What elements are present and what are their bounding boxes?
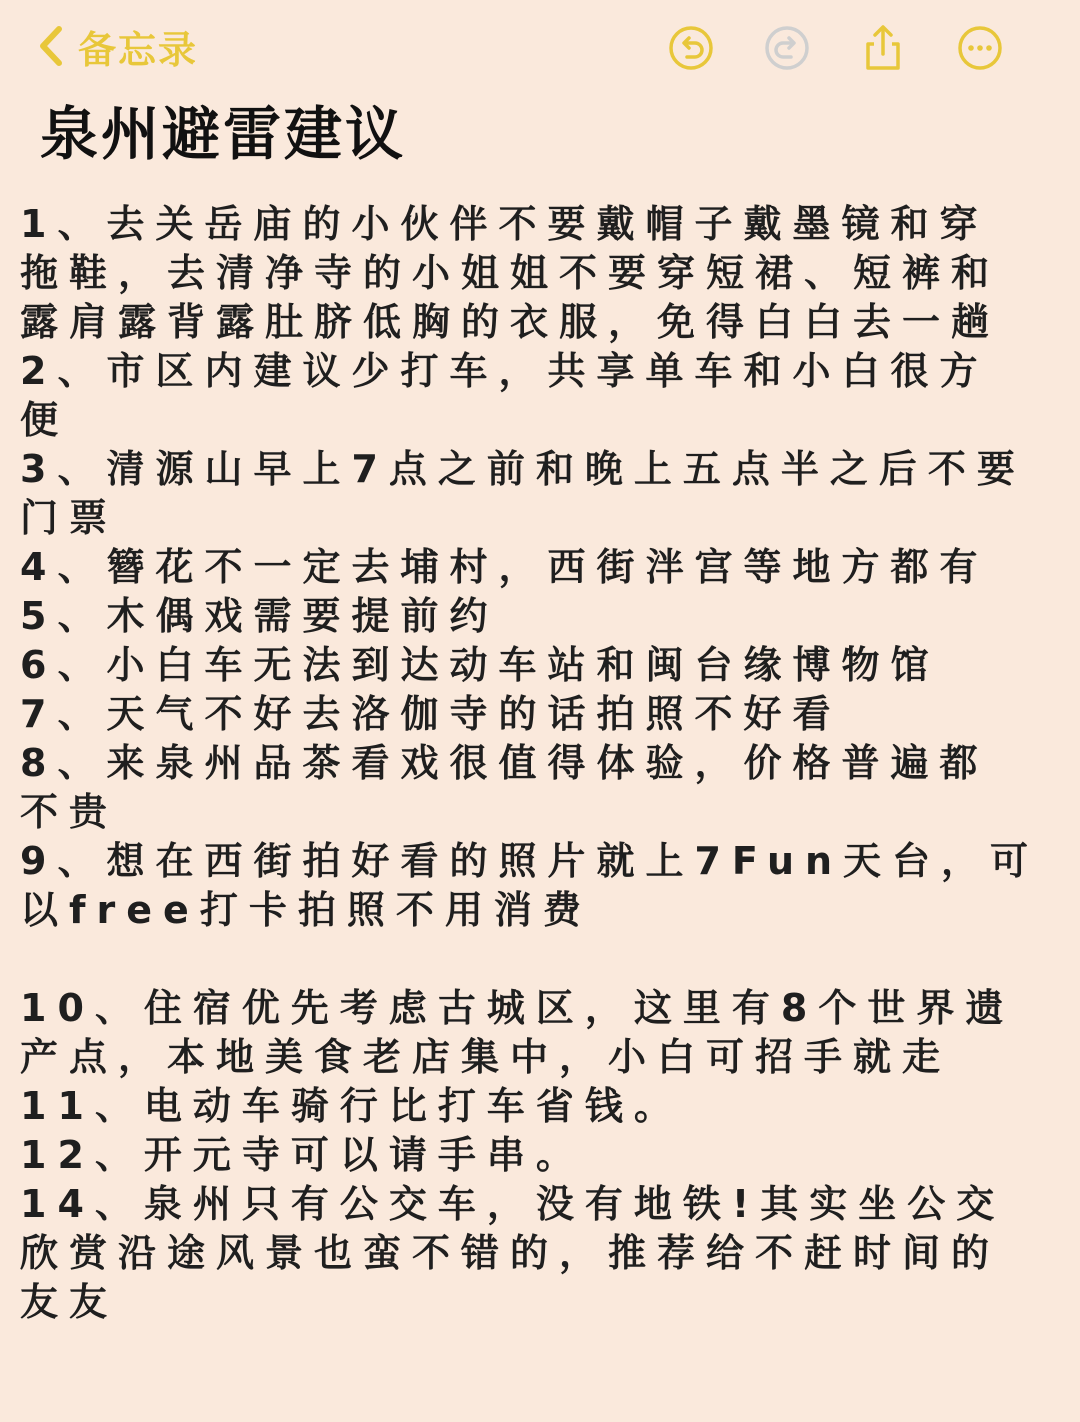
undo-icon [667, 24, 715, 72]
note-line: 便 [20, 398, 70, 442]
note-line: 拖鞋，去清净寺的小姐姐不要穿短裙、短裤和 [20, 251, 1001, 295]
note-line: 4、簪花不一定去埔村，西街泮宫等地方都有 [20, 545, 989, 589]
blank-line [20, 935, 1070, 984]
back-chevron-icon [38, 25, 64, 67]
more-button[interactable] [956, 24, 1004, 72]
navigation-bar [0, 0, 1080, 95]
note-line: 产点，本地美食老店集中，小白可招手就走 [20, 1035, 952, 1079]
note-line: 14、泉州只有公交车，没有地铁!其实坐公交 [20, 1182, 1006, 1226]
note-line: 6、小白车无法到达动车站和闽台缘博物馆 [20, 643, 940, 687]
note-line: 12、开元寺可以请手串。 [20, 1133, 585, 1177]
redo-button[interactable] [763, 24, 811, 72]
note-line: 3、清源山早上7点之前和晚上五点半之后不要 [20, 447, 1026, 491]
note-body[interactable] [20, 200, 1070, 1327]
more-icon [956, 24, 1004, 72]
share-button[interactable] [859, 24, 907, 72]
note-line: 友友 [20, 1280, 119, 1324]
back-button[interactable] [38, 18, 198, 74]
note-title[interactable]: 泉州避雷建议 [40, 100, 407, 168]
note-line: 10、住宿优先考虑古城区，这里有8个世界遗 [20, 986, 1015, 1030]
share-icon [859, 24, 907, 72]
note-line: 2、市区内建议少打车，共享单车和小白很方 [20, 349, 989, 393]
note-line: 欣赏沿途风景也蛮不错的，推荐给不赶时间的 [20, 1231, 1001, 1275]
note-line: 门票 [20, 496, 119, 540]
redo-icon [763, 24, 811, 72]
note-line: 5、木偶戏需要提前约 [20, 594, 499, 638]
undo-button[interactable] [667, 24, 715, 72]
note-line: 露肩露背露肚脐低胸的衣服，免得白白去一趟 [20, 300, 1001, 344]
note-line: 1、去关岳庙的小伙伴不要戴帽子戴墨镜和穿 [20, 202, 989, 246]
note-line: 以free打卡拍照不用消费 [20, 888, 592, 932]
note-line: 9、想在西街拍好看的照片就上7Fun天台，可 [20, 839, 1040, 883]
back-label: 备忘录 [78, 27, 199, 72]
note-line: 8、来泉州品茶看戏很值得体验，价格普遍都 [20, 741, 989, 785]
note-line: 7、天气不好去洛伽寺的话拍照不好看 [20, 692, 842, 736]
note-line: 11、电动车骑行比打车省钱。 [20, 1084, 683, 1128]
note-line: 不贵 [20, 790, 119, 834]
